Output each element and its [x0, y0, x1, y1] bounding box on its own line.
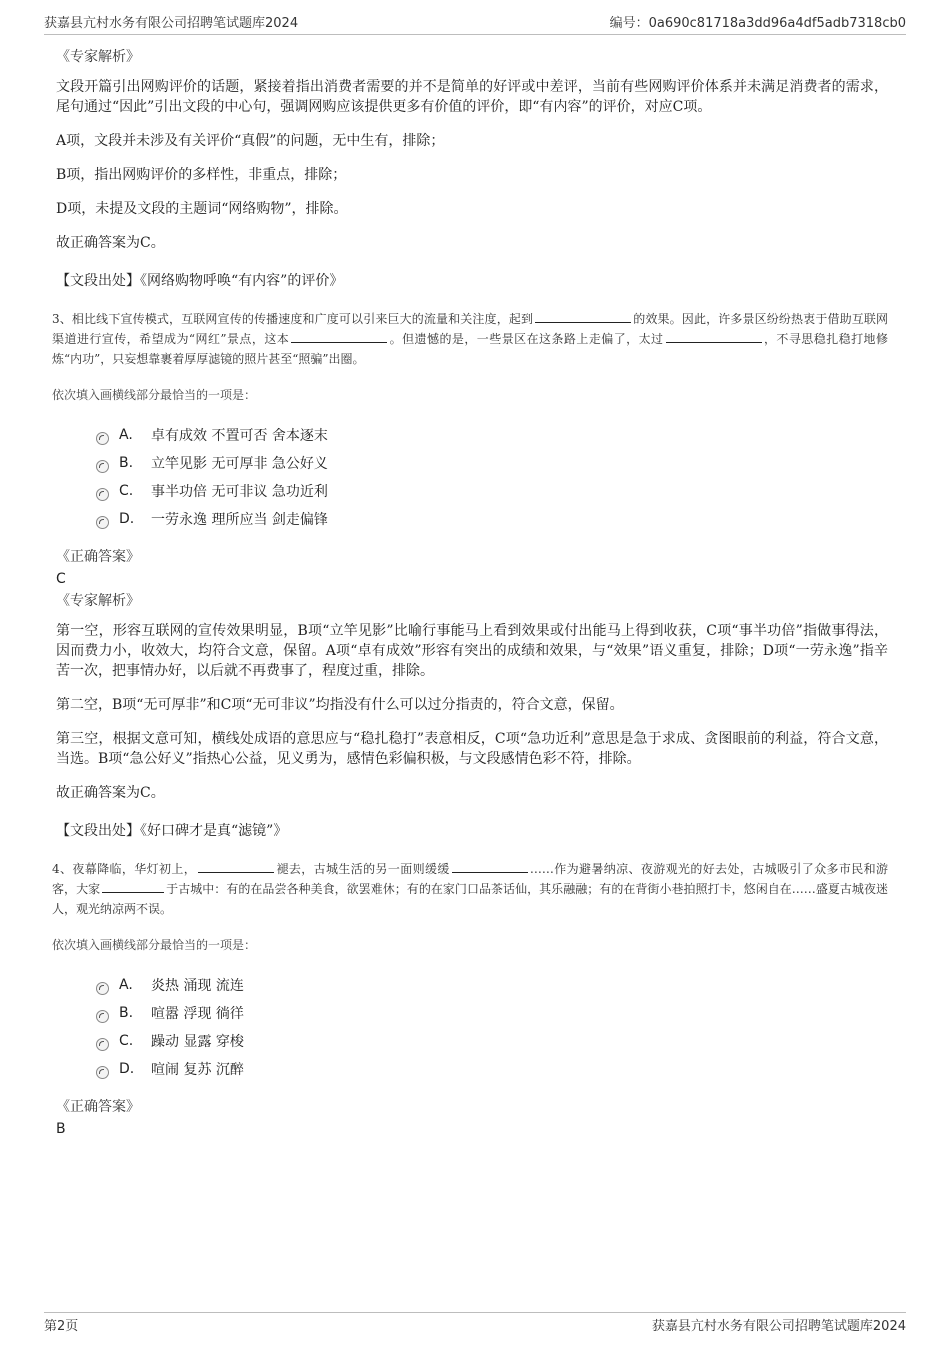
radio-icon[interactable] [96, 516, 109, 529]
question-prompt: 依次填入画横线部分最恰当的一项是： [52, 388, 257, 402]
answer-conclusion: 故正确答案为C。 [56, 235, 165, 251]
analysis-paragraph: 第一空，形容互联网的宣传效果明显，B项“立竿见影”比喻行事能马上看到效果或付出能马上得到收获，C项“事半功倍”指做事得法，因而费力小，收效大，均符合文意，保留。A项“卓有成效”形容有突出的成绩和效果，与“效果”语义重复，排除；D项“一劳永逸”指辛苦一次，把事情办好，以后就不再费事了，程度过重，排除。 [56, 623, 888, 679]
option-a[interactable]: A. 炎热 涌现 流连 [96, 971, 888, 999]
radio-icon[interactable] [96, 432, 109, 445]
expert-analysis-label: 《专家解析》 [56, 593, 140, 609]
option-b[interactable]: B. 喧嚣 浮现 徜徉 [96, 999, 888, 1027]
page-number: 第2页 [44, 1319, 79, 1334]
question-4-options [96, 971, 888, 1083]
option-b[interactable]: B. 立竿见影 无可厚非 急公好义 [96, 449, 888, 477]
correct-answer: C [56, 571, 66, 587]
radio-icon[interactable] [96, 488, 109, 501]
question-3-options [96, 421, 888, 533]
option-d[interactable]: D. 一劳永逸 理所应当 剑走偏锋 [96, 505, 888, 533]
radio-icon[interactable] [96, 1066, 109, 1079]
radio-icon[interactable] [96, 1010, 109, 1023]
page-footer [44, 1312, 906, 1337]
correct-answer: B [56, 1121, 66, 1137]
radio-icon[interactable] [96, 1038, 109, 1051]
page-header [44, 12, 906, 35]
analysis-paragraph: D项，未提及文段的主题词“网络购物”，排除。 [56, 201, 348, 217]
option-c[interactable]: C. 事半功倍 无可非议 急功近利 [96, 477, 888, 505]
option-d[interactable]: D. 喧闹 复苏 沉醉 [96, 1055, 888, 1083]
fill-blank [666, 330, 762, 343]
question-4-text: 4、夜幕降临，华灯初上， 褪去，古城生活的另一面则缓缓 ……作为避暑纳凉、夜游观光的好去处，古城吸引了众多市民和游客，大家 于古城中：有的在品尝各种美食，欲罢难休；有的在家门口品茶话仙，其乐融融；有的在背街小巷拍照打卡，悠闲自在……盛夏古城夜迷人，观光纳凉两不误。 [52, 862, 888, 916]
footer-title: 获嘉县亢村水务有限公司招聘笔试题库2024 [651, 1319, 906, 1334]
source-citation: 【文段出处】《好口碑才是真“滤镜”》 [56, 823, 288, 839]
correct-answer-label: 《正确答案》 [56, 1099, 140, 1115]
header-title: 获嘉县亢村水务有限公司招聘笔试题库2024 [44, 16, 299, 31]
fill-blank [198, 860, 274, 873]
analysis-paragraph: 文段开篇引出网购评价的话题，紧接着指出消费者需要的并不是简单的好评或中差评，当前有些网购评价体系并未满足消费者的需求，尾句通过“因此”引出文段的中心句，强调网购应该提供更多有价值的评价，即“有内容”的评价，对应C项。 [56, 79, 888, 115]
page-content [52, 44, 888, 1138]
radio-icon[interactable] [96, 982, 109, 995]
analysis-paragraph: A项，文段并未涉及有关评价“真假”的问题，无中生有，排除； [56, 133, 445, 149]
fill-blank [102, 880, 164, 893]
answer-conclusion: 故正确答案为C。 [56, 785, 165, 801]
correct-answer-label: 《正确答案》 [56, 549, 140, 565]
radio-icon[interactable] [96, 460, 109, 473]
analysis-paragraph: 第三空，根据文意可知，横线处成语的意思应与“稳扎稳打”表意相反，C项“急功近利”意思是急于求成、贪图眼前的利益，符合文意，当选。B项“急公好义”指热心公益，见义勇为，感情色彩偏积极，与文段感情色彩不符，排除。 [56, 731, 888, 767]
source-citation: 【文段出处】《网络购物呼唤“有内容”的评价》 [56, 273, 344, 289]
question-3-text: 3、相比线下宣传模式，互联网宣传的传播速度和广度可以引来巨大的流量和关注度，起到 的效果。因此，许多景区纷纷热衷于借助互联网渠道进行宣传，希望成为“网红”景点，这本 。但遗憾的是，一些景区在这条路上走偏了，太过 ，不寻思稳扎稳打地修炼“内功”，只妄想靠裹着厚厚滤镜的照片甚至“照骗”出圈。 [52, 312, 888, 366]
fill-blank [535, 310, 631, 323]
option-c[interactable]: C. 躁动 显露 穿梭 [96, 1027, 888, 1055]
expert-analysis-label: 《专家解析》 [56, 49, 140, 65]
document-code: 编号：0a690c81718a3dd96a4df5adb7318cb0 [609, 16, 906, 31]
analysis-paragraph: B项，指出网购评价的多样性，非重点，排除； [56, 167, 347, 183]
option-a[interactable]: A. 卓有成效 不置可否 舍本逐末 [96, 421, 888, 449]
analysis-paragraph: 第二空，B项“无可厚非”和C项“无可非议”均指没有什么可以过分指责的，符合文意，保留。 [56, 697, 624, 713]
fill-blank [291, 330, 387, 343]
question-prompt: 依次填入画横线部分最恰当的一项是： [52, 938, 257, 952]
fill-blank [452, 860, 528, 873]
